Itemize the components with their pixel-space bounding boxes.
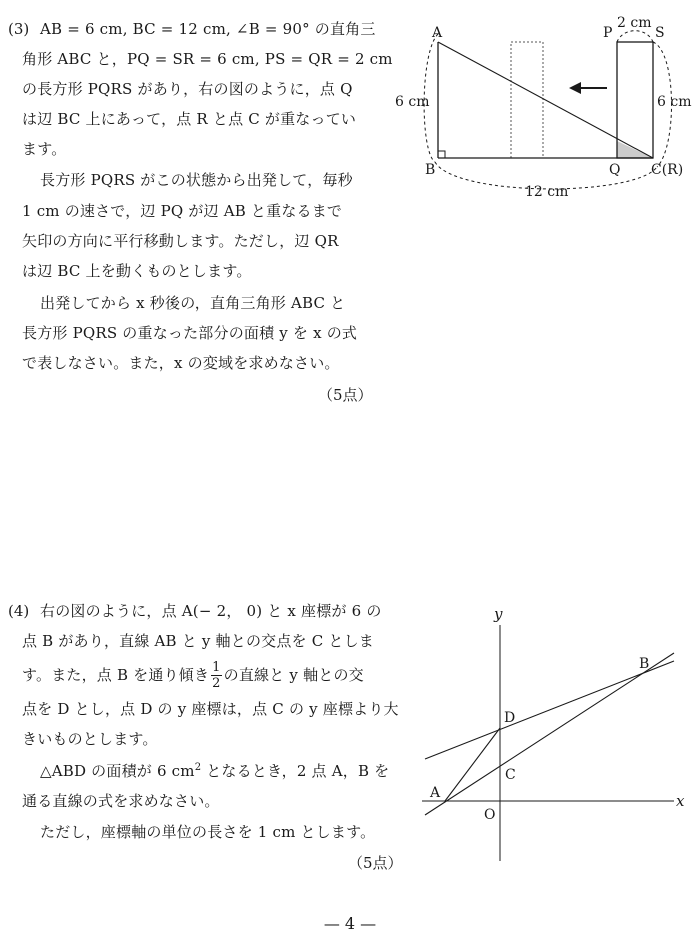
segment-ad [445, 728, 500, 801]
label-a: A [432, 25, 443, 41]
slope-fraction [211, 660, 221, 691]
direction-arrow-head [569, 82, 581, 94]
problem-3-number: (3) [8, 20, 30, 38]
problem-3-line-5: ます。 [22, 140, 67, 158]
label-ab-length: 6 cm [395, 94, 430, 110]
label-point-c: C [505, 767, 516, 783]
problem-3-line-2: 角形 ABC と，PQ = SR = 6 cm, PS = QR = 2 cm [22, 50, 393, 68]
problem-4-line-6-before: △ABD の面積が 6 cm [40, 762, 195, 780]
problem-4-line-4: 点を D とし，点 D の y 座標は，点 C の y 座標より大 [22, 700, 399, 718]
slope-fraction-numerator: 1 [212, 660, 221, 675]
problem-4-figure [412, 603, 697, 868]
problem-3-line-8: 矢印の方向に平行移動します。ただし，辺 QR [22, 232, 339, 250]
problem-4-line-5: きいものとします。 [22, 730, 158, 748]
label-c-r: C(R) [651, 162, 684, 178]
problem-3-line-3: の長方形 PQRS があり，右の図のように，点 Q [22, 80, 353, 98]
problem-3-line-1: AB = 6 cm, BC = 12 cm, ∠B = 90° の直角三 [40, 20, 376, 38]
label-b: B [425, 162, 436, 178]
problem-4-line-7: 通る直線の式を求めなさい。 [22, 792, 220, 810]
line-ab [425, 653, 674, 815]
label-point-d: D [504, 710, 516, 726]
problem-4-line-1: 右の図のように，点 A(− 2， 0) と x 座標が 6 の [40, 602, 382, 620]
problem-4-line-6 [40, 764, 389, 779]
rectangle-pqrs [617, 42, 653, 158]
segment-ac [438, 42, 653, 158]
problem-4-line-3-before: す。また，点 B を通り傾き [22, 666, 210, 684]
label-point-a: A [430, 785, 441, 801]
problem-4-score: （5点） [348, 854, 403, 872]
problem-4-line-8: ただし，座標軸の単位の長さを 1 cm とします。 [40, 823, 376, 841]
page-number: — 4 — [323, 914, 377, 933]
label-sr-length: 6 cm [657, 94, 692, 110]
problem-3-line-6: 長方形 PQRS がこの状態から出発して，毎秒 [40, 171, 353, 189]
label-y-axis: y [494, 605, 503, 623]
label-bc-length: 12 cm [525, 184, 569, 200]
problem-3-line-7: 1 cm の速さで，辺 PQ が辺 AB と重なるまで [22, 202, 343, 220]
problem-3-line-4: は辺 BC 上にあって，点 R と点 C が重なってい [22, 110, 357, 128]
problem-4-line-6-after: となるとき，2 点 A，B を [201, 762, 390, 780]
label-s: S [655, 25, 665, 41]
label-point-b: B [639, 656, 650, 672]
right-angle-mark [438, 151, 445, 158]
problem-4-line-2: 点 B があり，直線 AB と y 軸との交点を C としま [22, 632, 374, 650]
problem-4-line-3 [22, 660, 364, 691]
dashed-brace-ps [617, 31, 653, 42]
slope-fraction-denominator: 2 [212, 676, 221, 691]
label-origin: O [484, 807, 496, 823]
label-q: Q [609, 162, 621, 178]
ghost-rectangle [511, 42, 543, 158]
label-x-axis: x [676, 792, 685, 810]
problem-3-line-10: 出発してから x 秒後の，直角三角形 ABC と [40, 294, 346, 312]
problem-3-line-12: で表しなさい。また，x の変域を求めなさい。 [22, 354, 340, 372]
problem-4-line-3-after: の直線と y 軸との交 [223, 666, 364, 684]
problem-3-figure [395, 12, 695, 212]
label-ps-length: 2 cm [617, 15, 652, 31]
problem-3-line-11: 長方形 PQRS の重なった部分の面積 y を x の式 [22, 324, 358, 342]
problem-3-score: （5点） [318, 386, 373, 404]
area-unit-exponent: 2 [194, 762, 202, 773]
line-bd [425, 661, 674, 759]
label-p: P [603, 25, 613, 41]
problem-3-line-9: は辺 BC 上を動くものとします。 [22, 262, 252, 280]
problem-4-number: (4) [8, 602, 30, 620]
